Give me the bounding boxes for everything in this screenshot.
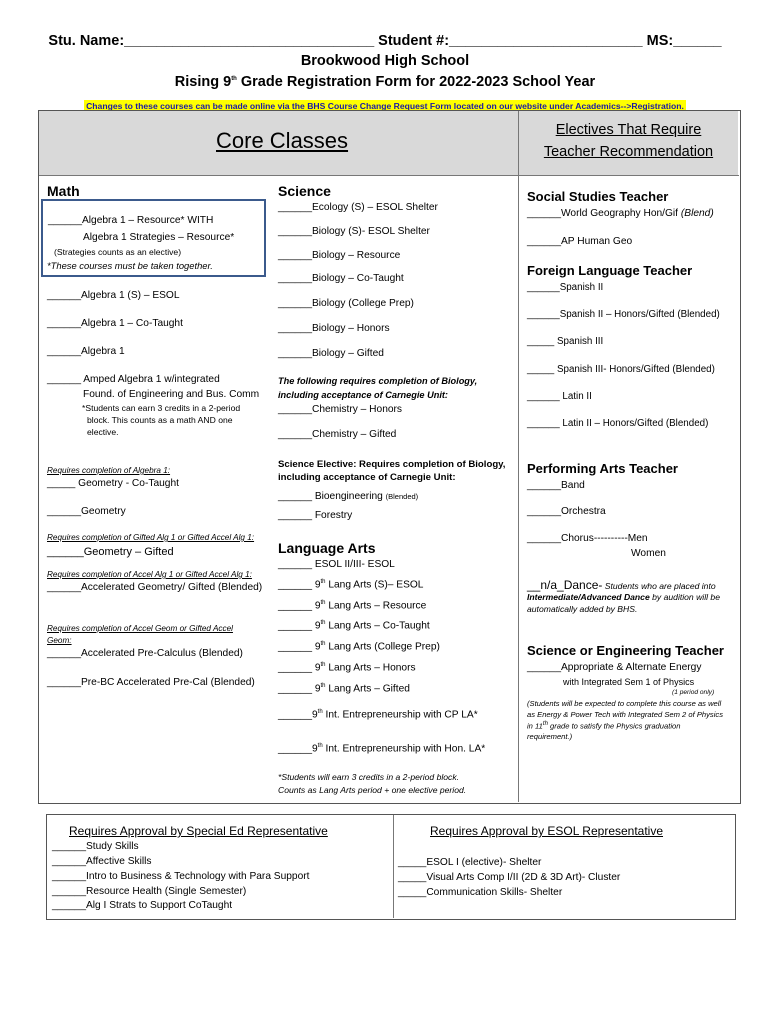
affective-skills-option[interactable]: ______Affective Skills [52, 856, 152, 867]
bio-gifted-option[interactable]: ______Biology – Gifted [278, 348, 384, 359]
dance-option[interactable]: __n/a_Dance- Students who are placed into [527, 578, 716, 592]
esol-approval-heading: Requires Approval by ESOL Representative [430, 824, 664, 838]
electives-header-band [519, 111, 738, 175]
together-warning: *These courses must be taken together. [47, 260, 213, 271]
bio-esol-option[interactable]: ______Biology (S)- ESOL Shelter [278, 226, 430, 237]
bio-cotaught-option[interactable]: ______Biology – Co-Taught [278, 273, 404, 284]
precalc-option[interactable]: ______Accelerated Pre-Calculus (Blended) [47, 648, 243, 659]
geo-cotaught-option[interactable]: _____ Geometry - Co-Taught [47, 478, 179, 489]
spanish-2-option[interactable]: ______Spanish II [527, 282, 604, 293]
ap-human-geo-option[interactable]: ______AP Human Geo [527, 236, 633, 247]
la-esol-option[interactable]: ______ 9th Lang Arts (S)– ESOL [278, 579, 424, 591]
geo-gifted-option[interactable]: ______Geometry – Gifted [47, 546, 174, 558]
la-resource-option[interactable]: ______ 9th Lang Arts – Resource [278, 600, 427, 612]
alt-energy-physics: with Integrated Sem 1 of Physics [563, 677, 695, 687]
sci-eng-note-3: in 11th grade to satisfy the Physics graduation [527, 721, 681, 731]
la-cp-option[interactable]: ______ 9th Lang Arts (College Prep) [278, 641, 440, 653]
visual-arts-option[interactable]: _____Visual Arts Comp I/II (2D & 3D Art)- Cluster [398, 872, 621, 883]
la-block-note-2: Counts as Lang Arts period + one elective period. [278, 785, 467, 795]
req-gifted-alg: Requires completion of Gifted Alg 1 or Gifted Accel Alg 1: [47, 533, 255, 542]
performing-arts-heading: Performing Arts Teacher [527, 461, 678, 476]
lang-arts-heading: Language Arts [278, 540, 376, 556]
chorus-women-option[interactable]: Women [631, 548, 666, 559]
approval-divider [393, 815, 394, 918]
spanish-3-honors-option[interactable]: _____ Spanish III- Honors/Gifted (Blended) [527, 364, 715, 375]
header-divider [39, 175, 739, 176]
geometry-option[interactable]: ______Geometry [47, 506, 126, 517]
dance-note-3: automatically added by BHS. [527, 604, 638, 614]
math-heading: Math [47, 183, 80, 199]
column-divider [518, 111, 519, 802]
comm-skills-option[interactable]: _____Communication Skills- Shelter [398, 887, 563, 898]
prebc-option[interactable]: ______Pre-BC Accelerated Pre-Cal (Blended) [47, 677, 255, 688]
latin-2-option[interactable]: ______ Latin II [527, 391, 592, 402]
form-title: Rising 9th Grade Registration Form for 2022-2023 School Year [174, 74, 596, 90]
chem-honors-option[interactable]: ______Chemistry – Honors [278, 404, 403, 415]
orchestra-option[interactable]: ______Orchestra [527, 506, 606, 517]
ecology-esol-option[interactable]: ______Ecology (S) – ESOL Shelter [278, 202, 438, 213]
alg1-cotaught-option[interactable]: ______Algebra 1 – Co-Taught [47, 318, 183, 329]
req-accel-geom-2: Geom: [47, 636, 72, 645]
req-algebra1: Requires completion of Algebra 1: [47, 466, 171, 475]
req-accel-alg: Requires completion of Accel Alg 1 or Gifted Accel Alg 1: [47, 570, 252, 579]
sci-eng-heading: Science or Engineering Teacher [527, 643, 724, 658]
amped-note-2: block. This counts as a math AND one [87, 415, 233, 425]
bioeng-option[interactable]: ______ Bioengineering (Blended) [278, 491, 419, 502]
sci-elective-req-2: including acceptance of Carnegie Unit: [278, 472, 456, 483]
bio-honors-option[interactable]: ______Biology – Honors [278, 323, 390, 334]
sped-heading: Requires Approval by Special Ed Representative [69, 824, 328, 838]
spanish-3-option[interactable]: _____ Spanish III [527, 336, 604, 347]
resource-health-option[interactable]: ______Resource Health (Single Semester) [52, 886, 247, 897]
sci-eng-note-4: requirement.) [527, 732, 573, 741]
spanish-2-honors-option[interactable]: ______Spanish II – Honors/Gifted (Blended) [527, 309, 720, 320]
latin-2-honors-option[interactable]: ______ Latin II – Honors/Gifted (Blended) [527, 418, 709, 429]
bio-cp-option[interactable]: ______Biology (College Prep) [278, 298, 414, 309]
la-cotaught-option[interactable]: ______ 9th Lang Arts – Co-Taught [278, 620, 430, 632]
alg-strats-option[interactable]: ______Alg I Strats to Support CoTaught [52, 900, 233, 911]
entre-cp-option[interactable]: ______9th Int. Entrepreneurship with CP LA* [278, 709, 478, 721]
la-honors-option[interactable]: ______ 9th Lang Arts – Honors [278, 662, 416, 674]
accel-geo-option[interactable]: ______Accelerated Geometry/ Gifted (Blended) [47, 582, 263, 593]
study-skills-option[interactable]: ______Study Skills [52, 841, 139, 852]
alg1-esol-option[interactable]: ______Algebra 1 (S) – ESOL [47, 290, 180, 301]
alg1-resource-option[interactable]: ______Algebra 1 – Resource* WITH [48, 215, 214, 226]
science-heading: Science [278, 183, 331, 199]
change-notice-link[interactable]: Changes to these courses can be made online via the BHS Course Change Request Form located on our website under Academics-->Registration. [86, 101, 684, 111]
world-geo-option[interactable]: ______World Geography Hon/Gif (Blend) [527, 208, 714, 219]
entre-hon-option[interactable]: ______9th Int. Entrepreneurship with Hon. LA* [278, 743, 486, 755]
chorus-option[interactable]: ______Chorus----------Men [527, 533, 648, 544]
alg1-strategies-label: Algebra 1 Strategies – Resource* [83, 232, 235, 243]
req-bio-2: including acceptance of Carnegie Unit: [278, 390, 448, 400]
social-studies-heading: Social Studies Teacher [527, 189, 669, 204]
core-classes-title: Core Classes [216, 128, 349, 153]
forestry-option[interactable]: ______ Forestry [278, 510, 353, 521]
intro-business-option[interactable]: ______Intro to Business & Technology with Para Support [52, 871, 310, 882]
la-block-note-1: *Students will earn 3 credits in a 2-period block. [278, 772, 460, 782]
school-name: Brookwood High School [300, 53, 470, 69]
esol-2-3-option[interactable]: ______ ESOL II/III- ESOL [278, 559, 395, 570]
strategies-note: (Strategies counts as an elective) [54, 247, 182, 257]
amped-alg1-label: Found. of Engineering and Bus. Comm [83, 389, 260, 400]
sci-eng-note-1: (Students will be expected to complete this course as well [527, 699, 722, 708]
amped-note-1: *Students can earn 3 credits in a 2-period [82, 403, 241, 413]
req-accel-geom-1: Requires completion of Accel Geom or Gifted Accel [47, 624, 233, 633]
dance-note-2: Intermediate/Advanced Dance by audition will be [527, 592, 720, 602]
sci-eng-note-2: as Energy & Power Tech with Integrated Sem 2 of Physics [527, 710, 723, 719]
sci-elective-req-1: Science Elective: Requires completion of Biology, [278, 459, 506, 470]
amped-alg1-option[interactable]: ______ Amped Algebra 1 w/integrated [47, 374, 220, 385]
amped-note-3: elective. [87, 427, 119, 437]
student-info-line: Stu. Name:_______________________________ Student #:________________________ MS:______ [48, 33, 722, 49]
band-option[interactable]: ______Band [527, 480, 585, 491]
chem-gifted-option[interactable]: ______Chemistry – Gifted [278, 429, 397, 440]
electives-title-1: Electives That Require [555, 122, 702, 138]
req-bio-1: The following requires completion of Biology, [278, 376, 478, 386]
la-gifted-option[interactable]: ______ 9th Lang Arts – Gifted [278, 683, 410, 695]
alt-energy-option[interactable]: ______Appropriate & Alternate Energy [527, 662, 702, 673]
esol-1-option[interactable]: _____ESOL I (elective)- Shelter [398, 857, 542, 868]
bio-resource-option[interactable]: ______Biology – Resource [278, 250, 401, 261]
alg1-option[interactable]: ______Algebra 1 [47, 346, 125, 357]
period-note: (1 period only) [672, 689, 715, 696]
electives-title-2: Teacher Recommendation [543, 144, 714, 160]
foreign-language-heading: Foreign Language Teacher [527, 263, 693, 278]
